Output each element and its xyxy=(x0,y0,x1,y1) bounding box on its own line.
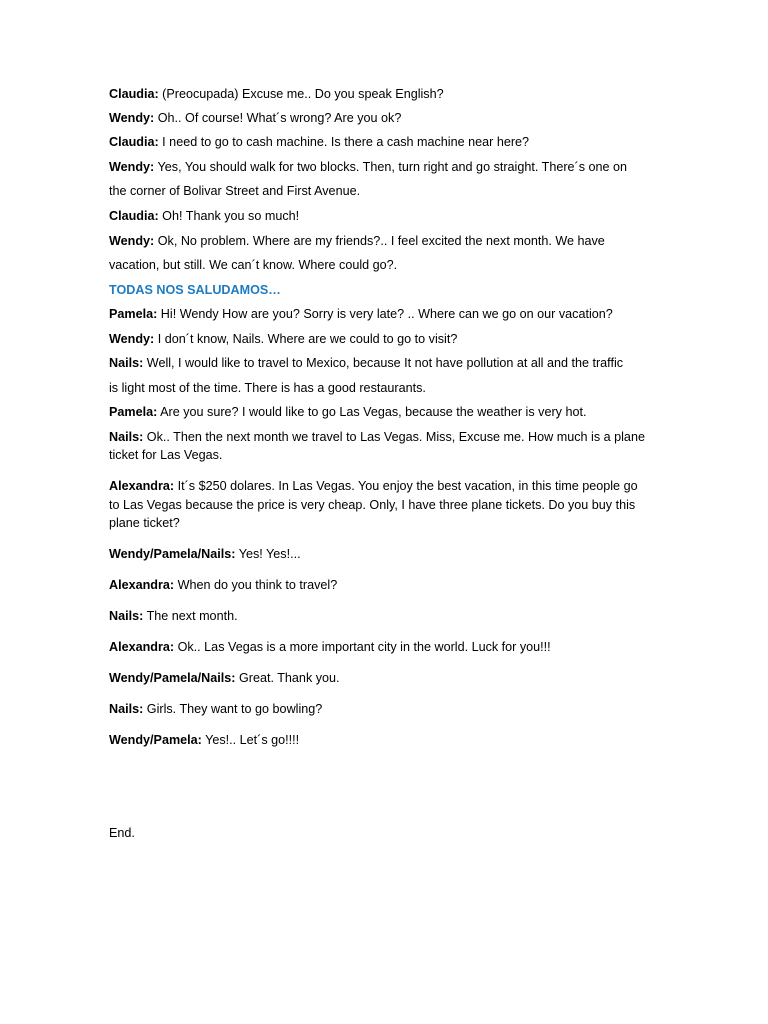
dialogue-continuation xyxy=(109,514,659,532)
dialogue-line xyxy=(109,477,659,495)
dialogue-text: I need to go to cash machine. Is there a cash machine near here? xyxy=(158,135,530,149)
dialogue-continuation xyxy=(109,824,659,842)
dialogue-text: Are you sure? I would like to go Las Vegas, because the weather is very hot. xyxy=(157,405,587,419)
dialogue-line xyxy=(109,232,659,250)
dialogue-text: vacation, but still. We can´t know. Where could go?. xyxy=(109,258,398,272)
dialogue-line xyxy=(109,403,659,421)
dialogue-text: Ok.. Las Vegas is a more important city in the world. Luck for you!!! xyxy=(174,640,551,654)
dialogue-line xyxy=(109,330,659,348)
speaker-name: Nails: xyxy=(109,702,144,716)
dialogue-text: Great. Thank you. xyxy=(235,671,340,685)
speaker-name: Wendy/Pamela/Nails: xyxy=(109,671,236,685)
dialogue-text: The next month. xyxy=(143,609,238,623)
speaker-name: Wendy/Pamela/Nails: xyxy=(109,547,236,561)
speaker-name: Wendy: xyxy=(109,234,155,248)
dialogue-text: Ok, No problem. Where are my friends?.. I feel excited the next month. We have xyxy=(154,234,605,248)
dialogue-text: Yes, You should walk for two blocks. Then, turn right and go straight. There´s one on xyxy=(154,160,628,174)
dialogue-text: Hi! Wendy How are you? Sorry is very late? .. Where can we go on our vacation? xyxy=(157,307,613,321)
dialogue-text: Oh.. Of course! What´s wrong? Are you ok? xyxy=(154,111,402,125)
dialogue-text: ticket for Las Vegas. xyxy=(109,448,223,462)
dialogue-line xyxy=(109,607,659,625)
heading-text: TODAS NOS SALUDAMOS… xyxy=(109,283,281,297)
speaker-name: Nails: xyxy=(109,430,144,444)
dialogue-text: the corner of Bolivar Street and First Avenue. xyxy=(109,184,361,198)
dialogue-text: Well, I would like to travel to Mexico, because It not have pollution at all and the traffic xyxy=(143,356,624,370)
dialogue-text: is light most of the time. There is has a good restaurants. xyxy=(109,381,426,395)
dialogue-text: Ok.. Then the next month we travel to Las Vegas. Miss, Excuse me. How much is a plane xyxy=(143,430,645,444)
dialogue-line xyxy=(109,354,659,372)
dialogue-line xyxy=(109,305,659,323)
dialogue-text: Yes! Yes!... xyxy=(235,547,301,561)
dialogue-continuation xyxy=(109,446,659,464)
dialogue-text: (Preocupada) Excuse me.. Do you speak English? xyxy=(158,87,444,101)
speaker-name: Nails: xyxy=(109,356,144,370)
dialogue-continuation xyxy=(109,379,659,397)
dialogue-text: Oh! Thank you so much! xyxy=(158,209,300,223)
dialogue-line xyxy=(109,576,659,594)
dialogue-text: When do you think to travel? xyxy=(174,578,338,592)
speaker-name: Alexandra: xyxy=(109,479,175,493)
speaker-name: Claudia: xyxy=(109,87,159,101)
dialogue-line xyxy=(109,428,659,446)
dialogue-text: Yes!.. Let´s go!!!! xyxy=(201,733,300,747)
section-heading xyxy=(109,281,659,299)
dialogue-line xyxy=(109,207,659,225)
speaker-name: Claudia: xyxy=(109,135,159,149)
dialogue-line xyxy=(109,731,659,749)
dialogue-text: Girls. They want to go bowling? xyxy=(143,702,323,716)
speaker-name: Wendy: xyxy=(109,160,155,174)
dialogue-line xyxy=(109,133,659,151)
dialogue-text: plane ticket? xyxy=(109,516,180,530)
dialogue-line xyxy=(109,545,659,563)
dialogue-line xyxy=(109,85,659,103)
dialogue-line xyxy=(109,638,659,656)
dialogue-continuation xyxy=(109,496,659,514)
speaker-name: Claudia: xyxy=(109,209,159,223)
dialogue-continuation xyxy=(109,182,659,200)
speaker-name: Alexandra: xyxy=(109,640,175,654)
dialogue-text: End. xyxy=(109,826,135,840)
dialogue-continuation xyxy=(109,256,659,274)
speaker-name: Pamela: xyxy=(109,405,158,419)
speaker-name: Nails: xyxy=(109,609,144,623)
dialogue-line xyxy=(109,700,659,718)
dialogue-line xyxy=(109,109,659,127)
speaker-name: Wendy: xyxy=(109,111,155,125)
dialogue-line xyxy=(109,158,659,176)
speaker-name: Alexandra: xyxy=(109,578,175,592)
dialogue-text: It´s $250 dolares. In Las Vegas. You enjoy the best vacation, in this time people go xyxy=(174,479,638,493)
dialogue-text: to Las Vegas because the price is very cheap. Only, I have three plane tickets. Do you buy this xyxy=(109,498,636,512)
dialogue-text: I don´t know, Nails. Where are we could to go to visit? xyxy=(154,332,458,346)
speaker-name: Wendy: xyxy=(109,332,155,346)
dialogue-line xyxy=(109,669,659,687)
speaker-name: Pamela: xyxy=(109,307,158,321)
speaker-name: Wendy/Pamela: xyxy=(109,733,202,747)
